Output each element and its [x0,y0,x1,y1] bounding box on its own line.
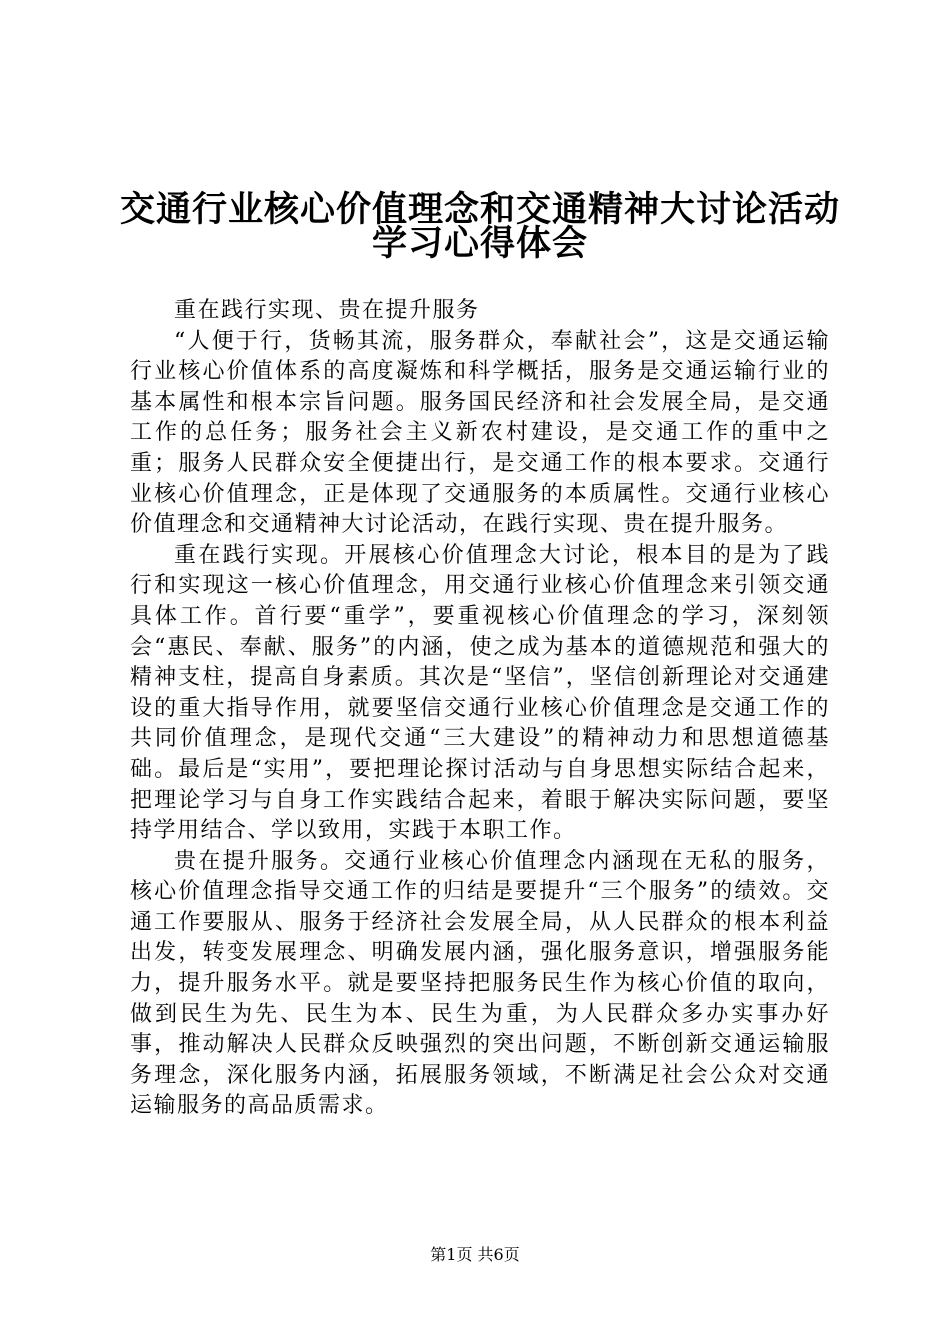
section-heading: 重在践行实现、贵在提升服务 [174,298,480,323]
paragraph-intro: “人便于行，货畅其流，服务群众，奉献社会”，这是交通运输行业核心价值体系的高度凝炼和科学概括，服务是交通运输行业的基本属性和根本宗旨问题。服务国民经济和社会发展全局，是交通工作的总任务；服务社会主义新农村建设，是交通工作的重中之重；服务人民群众安全便捷出行，是交通工作的根本要求。交通行业核心价值理念，正是体现了交通服务的本质属性。交通行业核心价值理念和交通精神大讨论活动，在践行实现、贵在提升服务。 [130,328,830,538]
page-number-footer: 第1页 共6页 [430,1245,520,1264]
document-title-line-1: 交通行业核心价值理念和交通精神大讨论活动 [119,190,840,230]
document-body [130,296,830,1122]
paragraph-service: 贵在提升服务。交通行业核心价值理念内涵现在无私的服务，核心价值理念指导交通工作的归结是要提升“三个服务”的绩效。交通工作要服从、服务于经济社会发展全局，从人民群众的根本利益出发，转变发展理念、明确发展内涵，强化服务意识，增强服务能力，提升服务水平。就是要坚持把服务民生作为核心价值的取向，做到民生为先、民生为本、民生为重，为人民群众多办实事办好事，推动解决人民群众反映强烈的突出问题，不断创新交通运输服务理念，深化服务内涵，拓展服务领域，不断满足社会公众对交通运输服务的高品质需求。 [130,848,830,1119]
paragraph-practice: 重在践行实现。开展核心价值理念大讨论，根本目的是为了践行和实现这一核心价值理念，用交通行业核心价值理念来引领交通具体工作。首行要“重学”，要重视核心价值理念的学习，深刻领会“惠民、奉献、服务”的内涵，使之成为基本的道德规范和强大的精神支柱，提高自身素质。其次是“坚信”，坚信创新理论对交通建设的重大指导作用，就要坚信交通行业核心价值理念是交通工作的共同价值理念，是现代交通“三大建设”的精神动力和思想道德基础。最后是“实用”，要把理论探讨活动与自身思想实际结合起来，把理论学习与自身工作实践结合起来，着眼于解决实际问题，要坚持学用结合、学以致用，实践于本职工作。 [130,542,830,844]
document-title-line-2: 学习心得体会 [371,224,588,264]
